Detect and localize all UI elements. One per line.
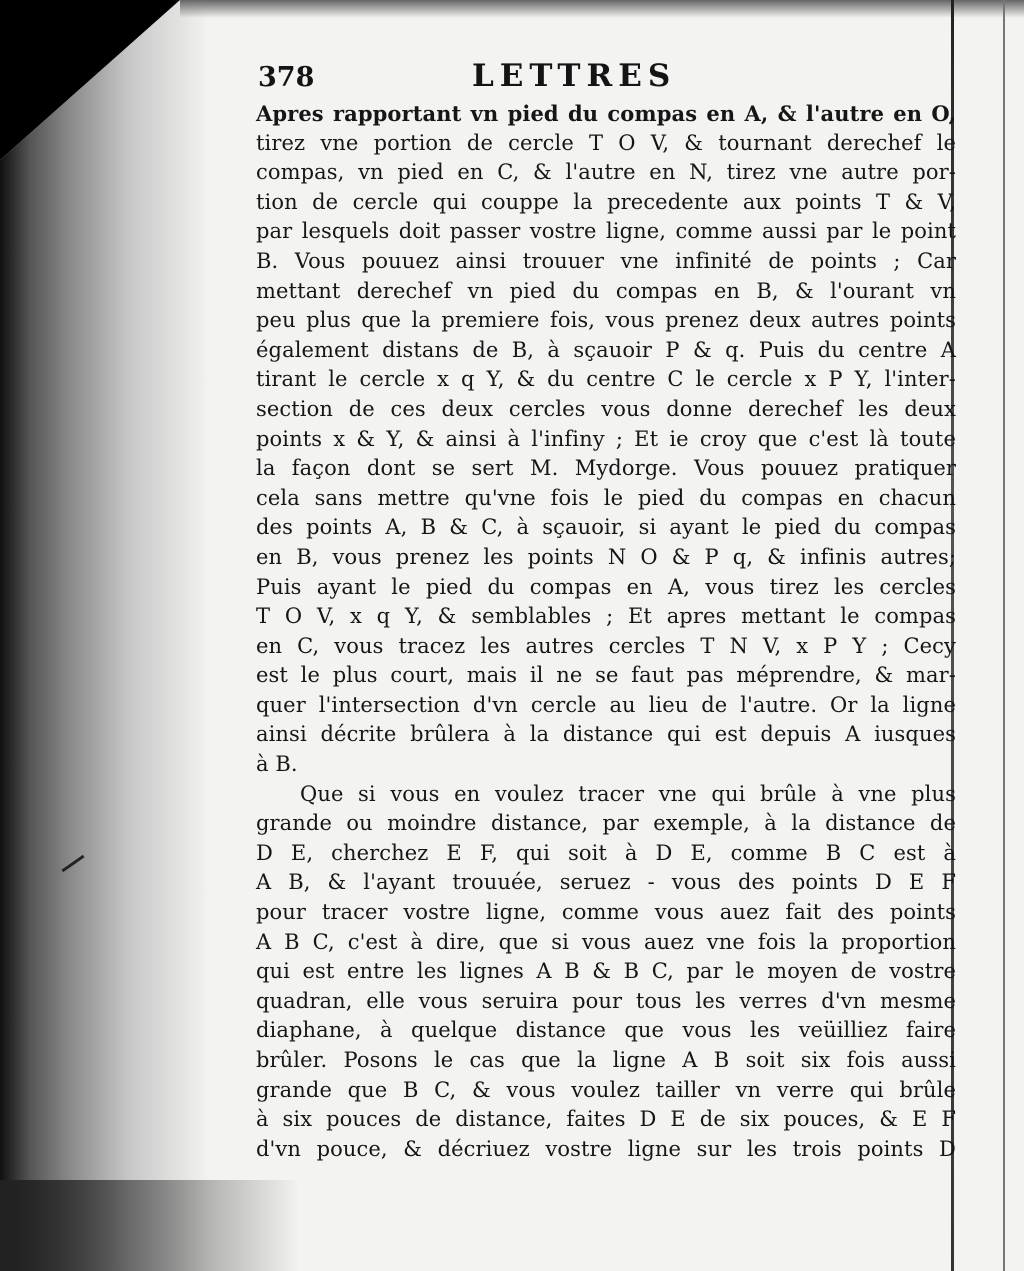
text-line: est le plus court, mais il ne se faut pas méprendre, & mar- <box>256 663 956 688</box>
text-line: D E, cherchez E F, qui soit à D E, comme B C est à <box>256 840 956 865</box>
text-line: mettant derechef vn pied du compas en B, & l'ourant vn <box>256 278 956 303</box>
page-number: 378 <box>258 62 315 93</box>
text-line: Que si vous en voulez tracer vne qui brûle à vne plus <box>300 781 956 806</box>
text-line: peu plus que la premiere fois, vous prenez deux autres points <box>256 308 956 333</box>
text-line: section de ces deux cercles vous donne derechef les deux <box>256 396 956 421</box>
text-line: pour tracer vostre ligne, comme vous auez fait des points <box>256 900 956 925</box>
page-top-shadow <box>180 0 1024 18</box>
text-line: des points A, B & C, à sçauoir, si ayant le pied du compas <box>256 515 956 540</box>
page-bottom-shadow <box>0 1180 300 1271</box>
text-line: Apres rapportant vn pied du compas en A, & l'autre en O, <box>256 101 956 126</box>
page-fold-line <box>1003 0 1005 1271</box>
text-line: tion de cercle qui couppe la precedente aux points T & V, <box>256 189 956 214</box>
text-line: points x & Y, & ainsi à l'infiny ; Et ie croy que c'est là toute <box>256 426 956 451</box>
running-head <box>258 58 948 94</box>
text-line: en B, vous prenez les points N O & P q, & infinis autres; <box>256 544 956 569</box>
text-line: la façon dont se sert M. Mydorge. Vous pouuez pratiquer <box>256 456 956 481</box>
text-line: également distans de B, à sçauoir P & q. Puis du centre A <box>256 337 956 362</box>
text-line: d'vn pouce, & décriuez vostre ligne sur les trois points D <box>256 1136 956 1161</box>
text-line: diaphane, à quelque distance que vous les veüilliez faire <box>256 1018 956 1043</box>
text-line: brûler. Posons le cas que la ligne A B soit six fois aussi <box>256 1048 956 1072</box>
text-line: grande ou moindre distance, par exemple, à la distance de <box>256 811 956 836</box>
page-edge-shadow <box>0 0 210 1271</box>
text-line: T O V, x q Y, & semblables ; Et apres mettant le compas <box>256 604 956 629</box>
text-line: Puis ayant le pied du compas en A, vous tirez les cercles <box>256 574 956 599</box>
text-line: ainsi décrite brûlera à la distance qui est depuis A iusques <box>256 722 956 747</box>
paragraph-2 <box>256 780 956 1165</box>
text-line: à B. <box>256 752 298 777</box>
text-line: grande que B C, & vous voulez tailler vn verre qui brûle <box>256 1077 956 1102</box>
text-line: quer l'intersection d'vn cercle au lieu de l'autre. Or la ligne <box>256 692 956 717</box>
paragraph-1 <box>256 99 956 780</box>
text-line: quadran, elle vous seruira pour tous les verres d'vn mesme <box>256 988 956 1013</box>
text-line: B. Vous pouuez ainsi trouuer vne infinité de points ; Car <box>256 248 956 273</box>
text-line: par lesquels doit passer vostre ligne, comme aussi par le point <box>256 219 956 244</box>
text-line: qui est entre les lignes A B & B C, par le moyen de vostre <box>256 959 956 984</box>
text-line: compas, vn pied en C, & l'autre en N, tirez vne autre por- <box>256 160 956 185</box>
text-line: en C, vous tracez les autres cercles T N V, x P Y ; Cecy <box>256 633 956 658</box>
running-title: LETTRES <box>472 58 677 94</box>
text-line: tirant le cercle x q Y, & du centre C le cercle x P Y, l'inter- <box>256 367 956 392</box>
text-line: cela sans mettre qu'vne fois le pied du compas en chacun <box>256 485 956 510</box>
text-line: à six pouces de distance, faites D E de six pouces, & E F <box>256 1107 956 1132</box>
text-line: tirez vne portion de cercle T O V, & tournant derechef le <box>256 130 956 155</box>
text-line: A B C, c'est à dire, que si vous auez vne fois la proportion <box>256 929 956 954</box>
text-line: A B, & l'ayant trouuée, seruez - vous des points D E F <box>256 870 956 895</box>
body-text <box>256 99 956 1164</box>
